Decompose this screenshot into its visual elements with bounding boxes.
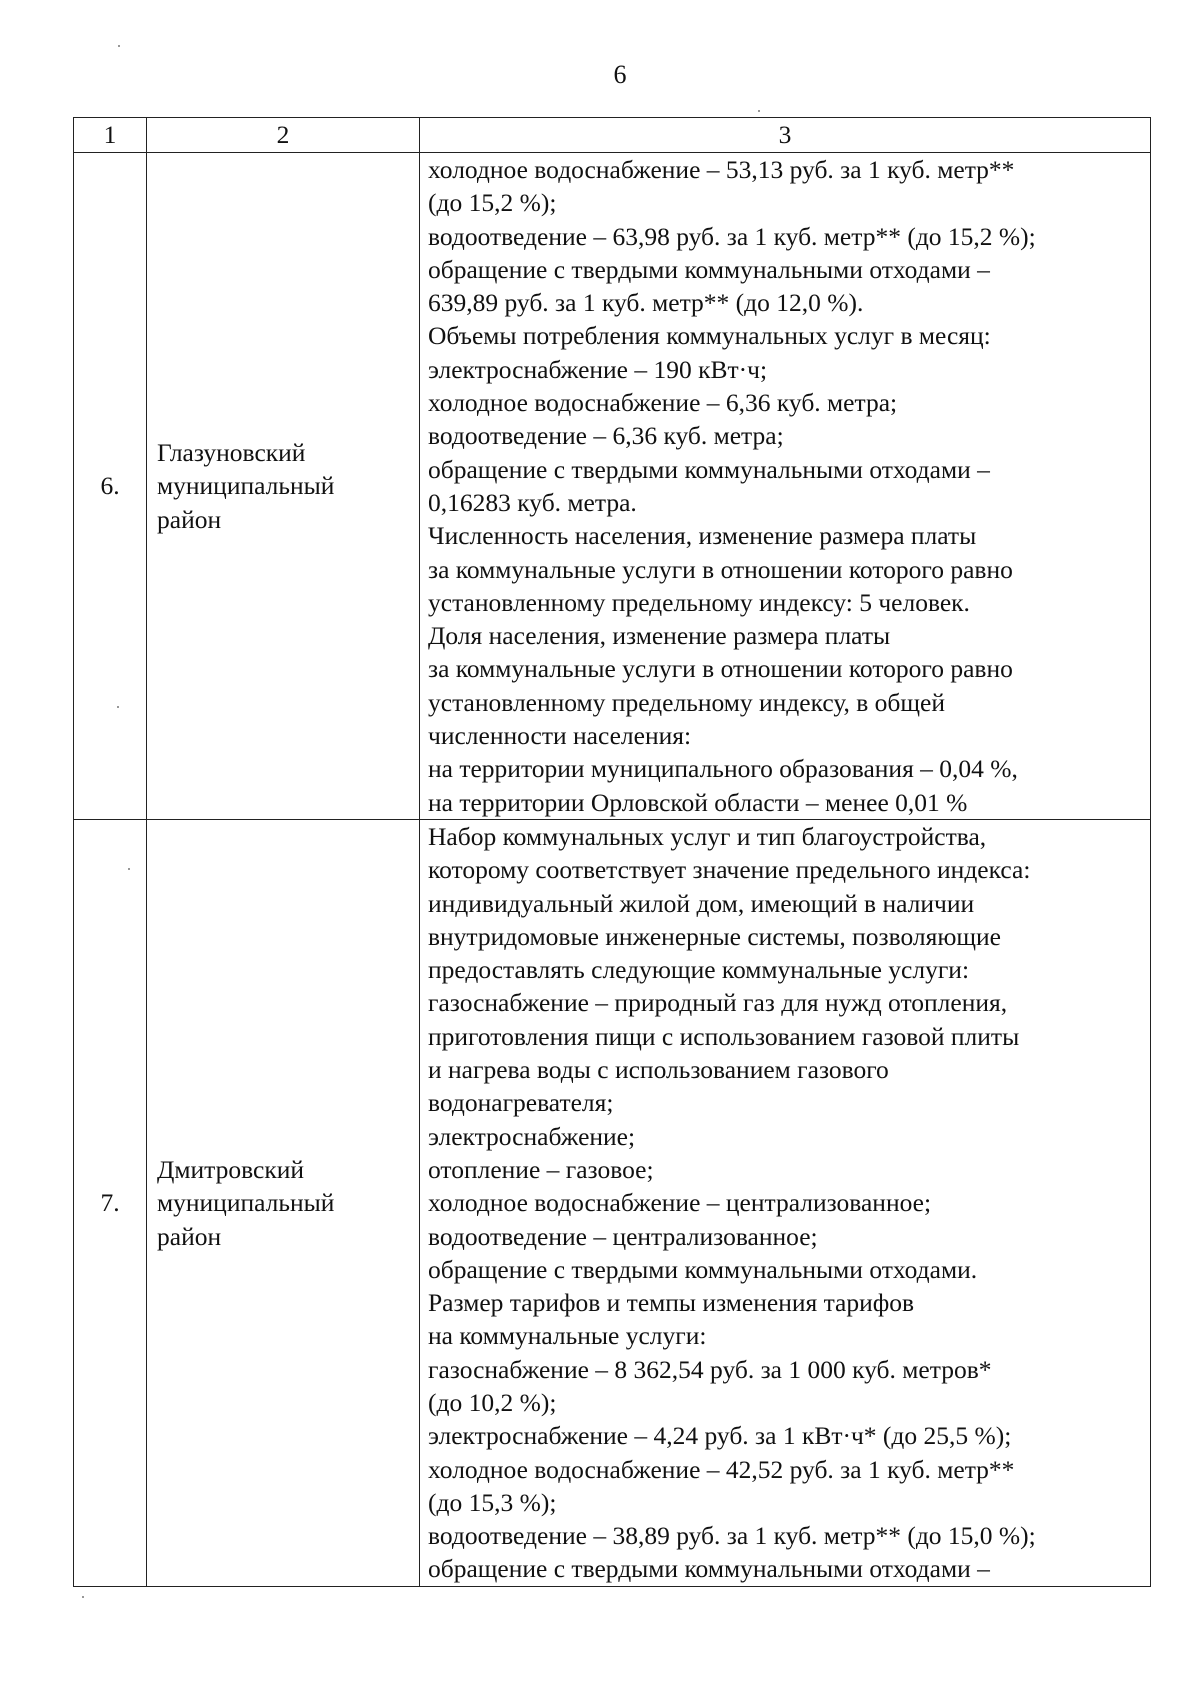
detail-line: на территории Орловской области – менее 0,01 %: [428, 787, 968, 817]
header-col-3: 3: [420, 118, 1151, 153]
table-row: [74, 153, 1151, 820]
detail-line: холодное водоснабжение – 42,52 руб. за 1 куб. метр**: [428, 1454, 1015, 1484]
detail-line: водоотведение – 6,36 куб. метра;: [428, 421, 784, 451]
table-row: [74, 819, 1151, 1586]
district-name-line: Глазуновский: [157, 438, 306, 468]
detail-line: водоотведение – 63,98 руб. за 1 куб. метр** (до 15,2 %);: [428, 221, 1036, 251]
detail-line: водоотведение – централизованное;: [428, 1221, 818, 1251]
detail-line: электроснабжение – 4,24 руб. за 1 кВт·ч* (до 25,5 %);: [428, 1421, 1012, 1451]
detail-line: на территории муниципального образования – 0,04 %,: [428, 754, 1018, 784]
detail-line: водоотведение – 38,89 руб. за 1 куб. метр** (до 15,0 %);: [428, 1521, 1036, 1551]
detail-line: обращение с твердыми коммунальными отходами.: [428, 1254, 978, 1284]
scan-speck: [118, 45, 120, 47]
detail-line: отопление – газовое;: [428, 1154, 654, 1184]
table-header-row: [74, 118, 1151, 153]
district-name-line: Дмитровский: [157, 1154, 305, 1184]
detail-line: Размер тарифов и темпы изменения тарифов: [428, 1288, 915, 1318]
scan-speck: [82, 1596, 84, 1598]
detail-line: предоставлять следующие коммунальные услуги:: [428, 955, 970, 985]
scan-speck: [128, 868, 130, 870]
detail-line: на коммунальные услуги:: [428, 1321, 707, 1351]
detail-line: внутридомовые инженерные системы, позволяющие: [428, 921, 1001, 951]
detail-line: установленному предельному индексу: 5 человек.: [428, 587, 970, 617]
detail-line: за коммунальные услуги в отношении которого равно: [428, 554, 1013, 584]
row-number: 6.: [74, 153, 147, 820]
scan-speck: [117, 706, 119, 708]
page-number: 6: [613, 60, 627, 89]
detail-line: 639,89 руб. за 1 куб. метр** (до 12,0 %).: [428, 288, 864, 318]
detail-line: газоснабжение – 8 362,54 руб. за 1 000 куб. метров*: [428, 1354, 992, 1384]
detail-line: приготовления пищи с использованием газовой плиты: [428, 1021, 1020, 1051]
tariff-table: [73, 117, 1151, 1587]
detail-line: обращение с твердыми коммунальными отходами –: [428, 454, 990, 484]
detail-line: (до 15,2 %);: [428, 188, 557, 218]
scan-speck: [758, 110, 760, 112]
district-name-line: муниципальный: [157, 471, 335, 501]
detail-line: Объемы потребления коммунальных услуг в месяц:: [428, 321, 991, 351]
detail-line: Численность населения, изменение размера платы: [428, 521, 977, 551]
district-name: [147, 153, 420, 820]
detail-line: обращение с твердыми коммунальными отходами –: [428, 1554, 990, 1584]
detail-line: за коммунальные услуги в отношении которого равно: [428, 654, 1013, 684]
detail-line: численности населения:: [428, 721, 692, 751]
detail-line: которому соответствует значение предельного индекса:: [428, 855, 1031, 885]
detail-line: Набор коммунальных услуг и тип благоустройства,: [428, 821, 987, 851]
district-details: [420, 819, 1151, 1586]
detail-line: (до 15,3 %);: [428, 1487, 557, 1517]
detail-line: Доля населения, изменение размера платы: [428, 621, 891, 651]
detail-line: индивидуальный жилой дом, имеющий в наличии: [428, 888, 975, 918]
district-name-line: район: [157, 1221, 222, 1251]
district-name-line: район: [157, 504, 222, 534]
detail-line: обращение с твердыми коммунальными отходами –: [428, 254, 990, 284]
detail-line: электроснабжение;: [428, 1121, 636, 1151]
district-name-line: муниципальный: [157, 1188, 335, 1218]
detail-line: электроснабжение – 190 кВт·ч;: [428, 354, 768, 384]
header-col-1: 1: [74, 118, 147, 153]
detail-line: водонагревателя;: [428, 1088, 614, 1118]
detail-line: холодное водоснабжение – централизованное;: [428, 1188, 932, 1218]
detail-line: установленному предельному индексу, в общей: [428, 687, 946, 717]
detail-line: (до 10,2 %);: [428, 1387, 557, 1417]
detail-line: и нагрева воды с использованием газового: [428, 1055, 889, 1085]
detail-line: газоснабжение – природный газ для нужд отопления,: [428, 988, 1008, 1018]
header-col-2: 2: [147, 118, 420, 153]
district-name: [147, 819, 420, 1586]
detail-line: 0,16283 куб. метра.: [428, 487, 637, 517]
detail-line: холодное водоснабжение – 6,36 куб. метра;: [428, 388, 898, 418]
detail-line: холодное водоснабжение – 53,13 руб. за 1 куб. метр**: [428, 155, 1015, 184]
row-number: 7.: [74, 819, 147, 1586]
district-details: [420, 153, 1151, 820]
